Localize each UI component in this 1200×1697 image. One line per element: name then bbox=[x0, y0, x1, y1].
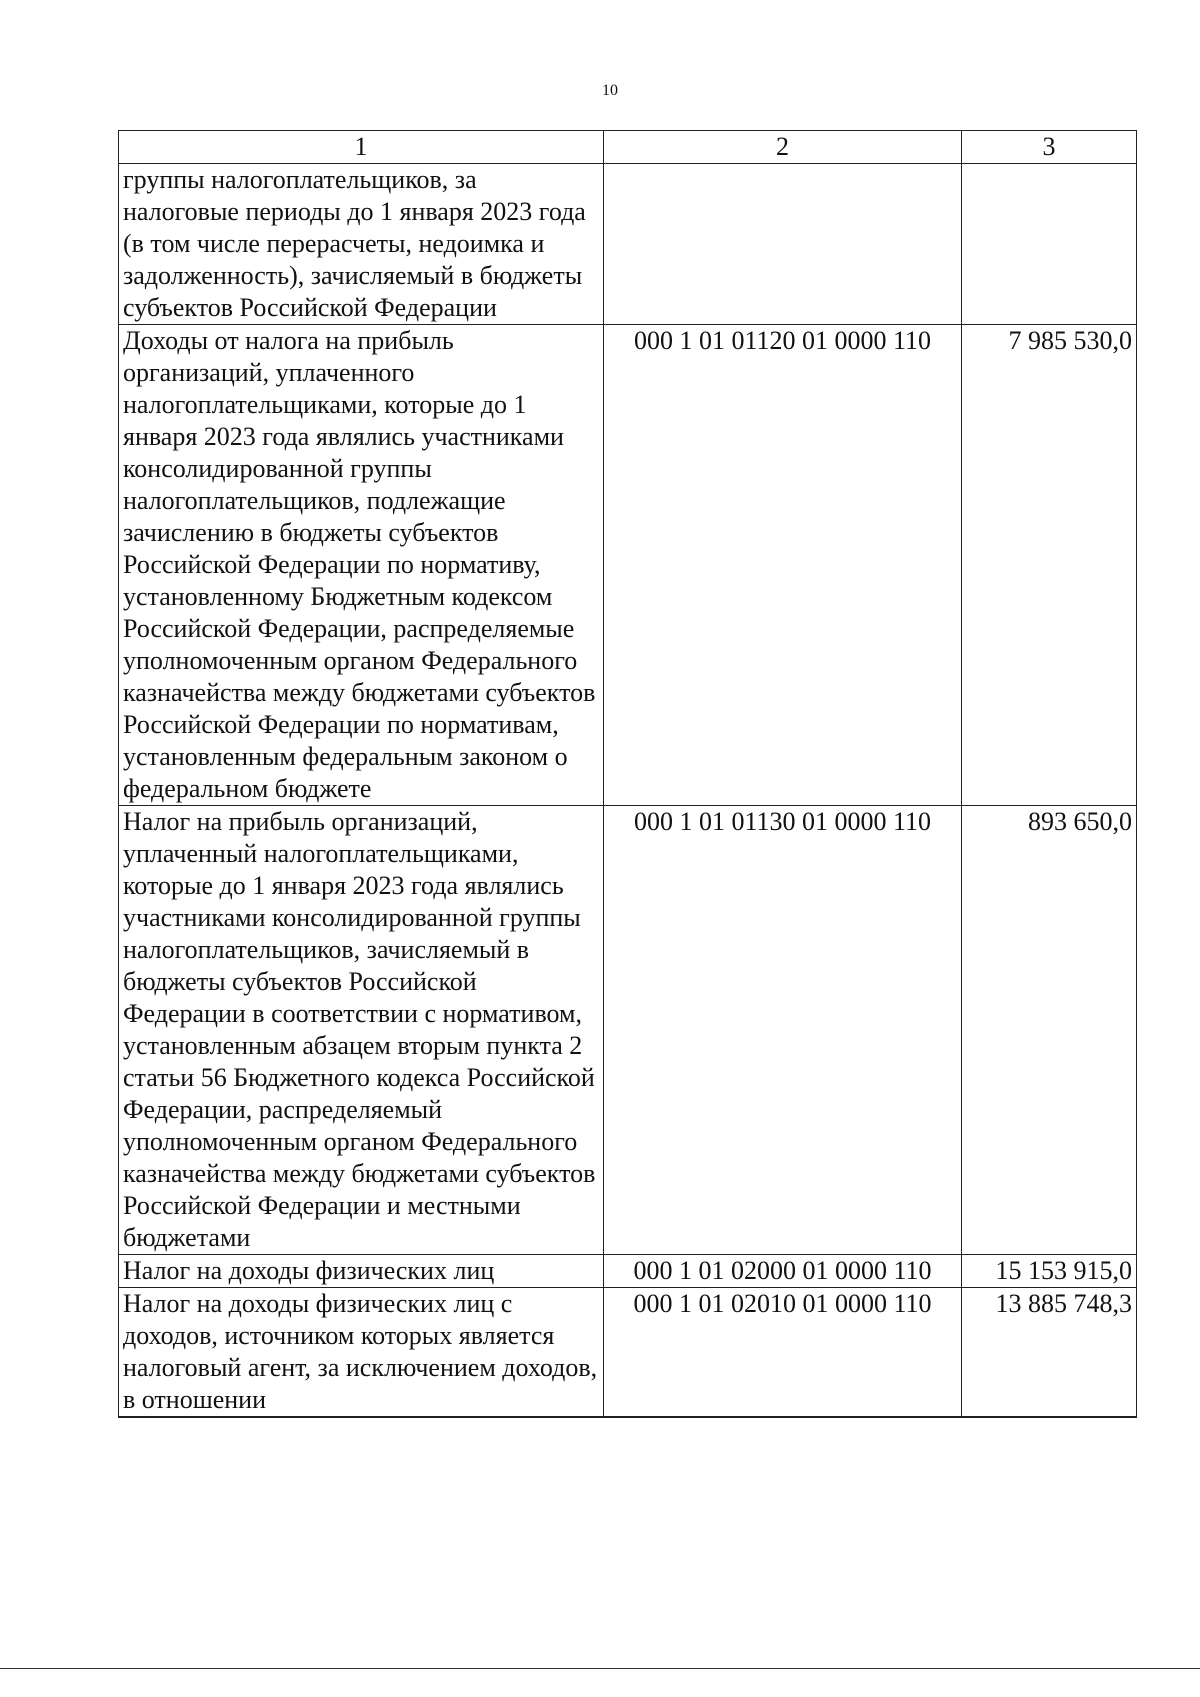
row-amount bbox=[962, 164, 1137, 325]
row-amount: 15 153 915,0 bbox=[962, 1255, 1137, 1288]
row-amount: 893 650,0 bbox=[962, 806, 1137, 1255]
row-name: Налог на прибыль организаций, уплаченный налогоплательщиками, которые до 1 января 2023 года являлись участниками консолидированной группы налогоплательщиков, зачисляемый в бюджеты субъектов Российской Федерации в соответствии с нормативом, установленным абзацем вторым пункта 2 статьи 56 Бюджетного кодекса Российской Федерации, распределяемый уполномоченным органом Федерального казначейства между бюджетами субъектов Российской Федерации и местными бюджетами bbox=[119, 806, 604, 1255]
row-name: Налог на доходы физических лиц bbox=[119, 1255, 604, 1288]
budget-table bbox=[118, 130, 1137, 1418]
column-header-2: 2 bbox=[604, 131, 962, 164]
column-header-3: 3 bbox=[962, 131, 1137, 164]
row-code: 000 1 01 02010 01 0000 110 bbox=[604, 1288, 962, 1418]
table-row bbox=[119, 164, 1137, 325]
page-number: 10 bbox=[602, 82, 618, 99]
row-code: 000 1 01 01120 01 0000 110 bbox=[604, 325, 962, 806]
table-row bbox=[119, 1288, 1137, 1418]
row-amount: 13 885 748,3 bbox=[962, 1288, 1137, 1418]
table-row bbox=[119, 806, 1137, 1255]
row-amount: 7 985 530,0 bbox=[962, 325, 1137, 806]
row-code: 000 1 01 01130 01 0000 110 bbox=[604, 806, 962, 1255]
row-code bbox=[604, 164, 962, 325]
row-name: Налог на доходы физических лиц с доходов, источником которых является налоговый агент, за исключением доходов, в отношении bbox=[119, 1288, 604, 1418]
table-header-row bbox=[119, 131, 1137, 164]
table-row bbox=[119, 1255, 1137, 1288]
row-code: 000 1 01 02000 01 0000 110 bbox=[604, 1255, 962, 1288]
row-name: группы налогоплательщиков, за налоговые периоды до 1 января 2023 года (в том числе перерасчеты, недоимка и задолженность), зачисляемый в бюджеты субъектов Российской Федерации bbox=[119, 164, 604, 325]
table-row bbox=[119, 325, 1137, 806]
page-bottom-rule bbox=[0, 1668, 1200, 1669]
row-name: Доходы от налога на прибыль организаций, уплаченного налогоплательщиками, которые до 1 января 2023 года являлись участниками консолидированной группы налогоплательщиков, подлежащие зачислению в бюджеты субъектов Российской Федерации по нормативу, установленному Бюджетным кодексом Российской Федерации, распределяемые уполномоченным органом Федерального казначейства между бюджетами субъектов Российской Федерации по нормативам, установленным федеральным законом о федеральном бюджете bbox=[119, 325, 604, 806]
column-header-1: 1 bbox=[119, 131, 604, 164]
